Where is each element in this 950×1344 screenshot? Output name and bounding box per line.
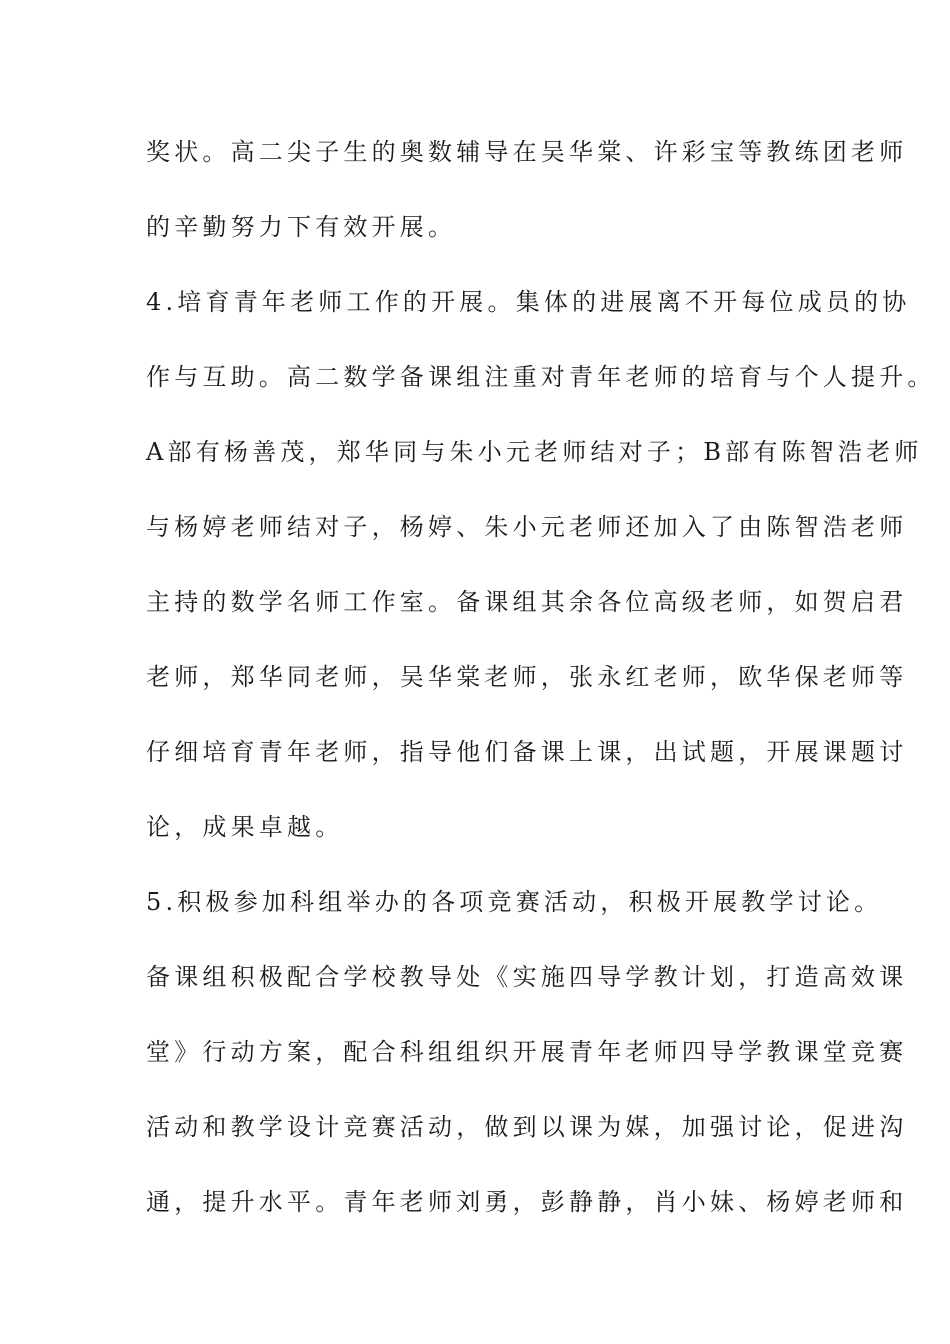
text-line: 老师，郑华同老师，吴华棠老师，张永红老师，欧华保老师等 [146,663,908,691]
text-line: 备课组积极配合学校教导处《实施四导学教计划，打造高效课 [146,963,908,991]
text-line: 奖状。高二尖子生的奥数辅导在吴华棠、许彩宝等教练团老师 [146,138,908,166]
text-line: 4.培育青年老师工作的开展。集体的进展离不开每位成员的协 [146,288,911,316]
text-line: 5.积极参加科组举办的各项竞赛活动，积极开展教学讨论。 [146,888,883,916]
text-line: 通，提升水平。青年老师刘勇，彭静静，肖小妹、杨婷老师和 [146,1188,908,1216]
text-line: 与杨婷老师结对子，杨婷、朱小元老师还加入了由陈智浩老师 [146,513,908,541]
text-line: 的辛勤努力下有效开展。 [146,213,457,241]
text-line: 主持的数学名师工作室。备课组其余各位高级老师，如贺启君 [146,588,908,616]
text-line: 论，成果卓越。 [146,813,344,841]
text-line: 活动和教学设计竞赛活动，做到以课为媒，加强讨论，促进沟 [146,1113,908,1141]
text-line: 仔细培育青年老师，指导他们备课上课，出试题，开展课题讨 [146,738,908,766]
text-line: A部有杨善茂，郑华同与朱小元老师结对子；B部有陈智浩老师 [146,438,923,466]
text-line: 堂》行动方案，配合科组组织开展青年老师四导学教课堂竞赛 [146,1038,908,1066]
body-text [146,126,936,1251]
text-line: 作与互助。高二数学备课组注重对青年老师的培育与个人提升。 [146,363,936,391]
